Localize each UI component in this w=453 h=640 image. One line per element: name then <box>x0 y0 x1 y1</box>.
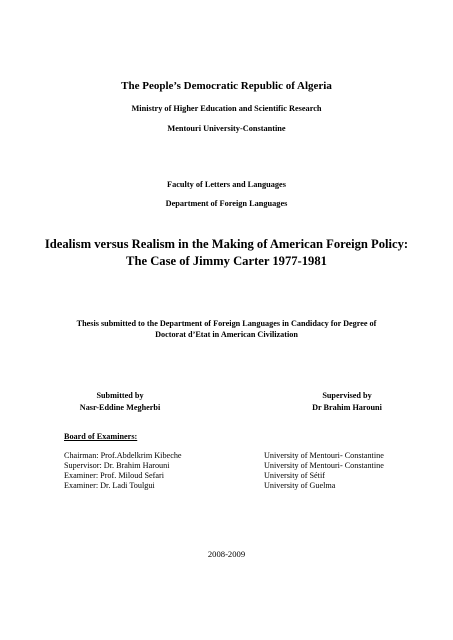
examiner-affiliation: University of Guelma <box>264 481 336 490</box>
examiner-row <box>64 471 424 481</box>
ministry-heading: Ministry of Higher Education and Scientific Research <box>131 104 322 113</box>
submitted-by-block <box>60 390 180 414</box>
examiner-row <box>64 451 424 461</box>
supervisor-name: Dr Brahim Harouni <box>312 403 382 412</box>
examiner-row <box>64 481 424 491</box>
republic-heading: The People’s Democratic Republic of Algeria <box>121 80 332 92</box>
examiner-row <box>64 461 424 471</box>
thesis-statement-line-1: Thesis submitted to the Department of Foreign Languages in Candidacy for Degree of <box>76 319 377 328</box>
department-heading: Department of Foreign Languages <box>165 199 288 208</box>
examiner-role-name: Examiner: Dr. Ladi Toulgui <box>64 481 155 490</box>
thesis-statement <box>0 318 453 340</box>
examiners-list <box>64 451 424 491</box>
academic-year: 2008-2009 <box>207 549 246 559</box>
thesis-title-line-2: The Case of Jimmy Carter 1977-1981 <box>126 254 327 268</box>
supervised-by-block <box>282 390 412 414</box>
examiner-affiliation: University of Mentouri- Constantine <box>264 461 384 470</box>
examiner-role-name: Supervisor: Dr. Brahim Harouni <box>64 461 170 470</box>
examiner-affiliation: University of Sétif <box>264 471 325 480</box>
faculty-heading: Faculty of Letters and Languages <box>167 180 286 189</box>
university-heading: Mentouri University-Constantine <box>167 124 286 133</box>
thesis-title-line-1: Idealism versus Realism in the Making of American Foreign Policy: <box>44 237 409 251</box>
submitted-by-label: Submitted by <box>96 391 144 400</box>
thesis-title <box>0 236 453 270</box>
examiner-affiliation: University of Mentouri- Constantine <box>264 451 384 460</box>
thesis-statement-line-2: Doctorat d’Etat in American Civilization <box>155 330 298 339</box>
examiner-role-name: Examiner: Prof. Miloud Sefari <box>64 471 165 480</box>
examiner-role-name: Chairman: Prof.Abdelkrim Kibeche <box>64 451 182 460</box>
author-name: Nasr-Eddine Megherbi <box>79 403 161 412</box>
supervised-by-label: Supervised by <box>322 391 372 400</box>
board-of-examiners-heading: Board of Examiners: <box>64 432 138 441</box>
